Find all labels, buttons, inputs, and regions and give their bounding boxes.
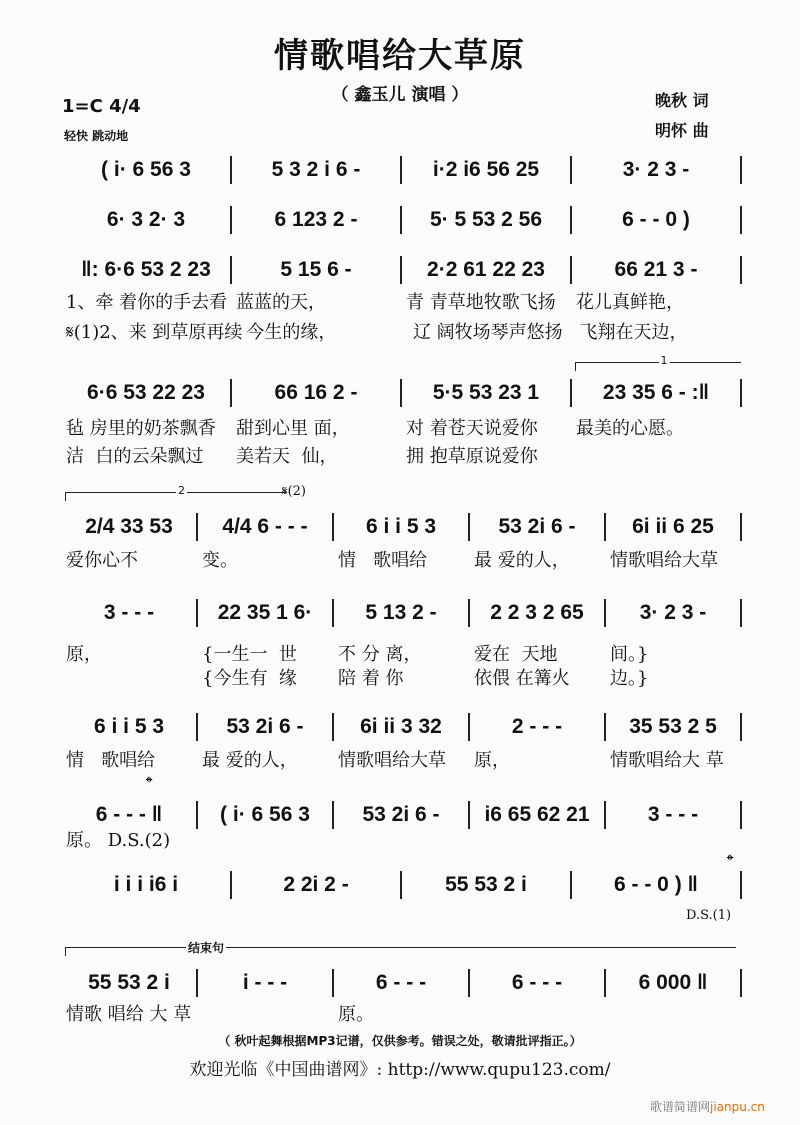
measure: 66 16 2 - <box>274 381 358 404</box>
bar-line <box>740 379 742 407</box>
measure: 4/4 6 - - - <box>222 515 308 538</box>
lyricist: 晚秋 词 <box>655 91 709 110</box>
singer: （ 鑫玉儿 演唱 ） <box>331 85 469 105</box>
lyric-segment: 间。} <box>610 644 649 665</box>
lyrics-line <box>62 1000 742 1024</box>
lyric-segment <box>62 664 198 688</box>
lyric-segment: 原。 <box>338 1004 374 1025</box>
lyric-segment: 爱在 天地 <box>474 644 558 665</box>
measure: 5 13 2 - <box>365 601 437 624</box>
bar-line <box>740 713 742 741</box>
lyric-segment: 情歌唱给大草 <box>338 750 446 771</box>
measure: 2/4 33 53 <box>85 515 173 538</box>
measure: 3 - - - <box>647 803 699 826</box>
measure: 6 - - 0 ) ‖ <box>614 873 698 896</box>
notation-line <box>62 378 742 408</box>
lyric-segment <box>606 826 742 850</box>
lyrics-line <box>62 288 742 312</box>
lyric-segment: {一生一 世 <box>202 644 297 665</box>
lyric-segment: 原。 D.S.(2) <box>66 830 171 851</box>
notation-line <box>62 255 742 285</box>
lyric-segment: 情歌唱给大草 <box>610 550 718 571</box>
measure: 35 53 2 5 <box>629 715 717 738</box>
measure: ‖: 6·6 53 2 23 <box>81 258 211 281</box>
notation-line <box>62 968 742 998</box>
lyric-segment: 辽 阔牧场琴声悠扬 <box>412 322 563 343</box>
lyric-segment: 甜到心里 面， <box>236 418 350 439</box>
watermark: 歌谱简谱网jianpu.cn <box>650 1100 765 1114</box>
measure: i - - - <box>242 971 288 994</box>
measure: 3· 2 3 - <box>639 601 707 624</box>
measure: 6 - - - <box>375 971 427 994</box>
lyric-segment: 情歌唱给大 草 <box>610 750 724 771</box>
lyric-segment: 不 分 离， <box>338 644 422 665</box>
bar-line <box>740 871 742 899</box>
measure: 6 - - 0 ) <box>622 208 690 231</box>
lyric-segment: 最 爱的人， <box>202 750 298 771</box>
measure: 23 35 6 - :‖ <box>602 381 710 404</box>
measure: 66 21 3 - <box>614 258 698 281</box>
bar-line <box>740 256 742 284</box>
lyric-segment: 毡 房里的奶茶飘香 <box>66 418 216 439</box>
lyrics-line <box>62 746 742 770</box>
lyric-segment: 情歌 唱给 大 草 <box>66 1004 192 1025</box>
measure: 6i ii 3 32 <box>360 715 442 738</box>
lyrics-line <box>62 442 742 466</box>
measure: 6 000 ‖ <box>638 971 708 994</box>
measure: i·2 i6 56 25 <box>432 158 540 181</box>
lyric-segment: 变。 <box>202 550 238 571</box>
measure: 2 2i 2 - <box>283 873 349 896</box>
measure: i i i i6 i <box>113 873 179 896</box>
lyric-segment: 情 歌唱给 <box>66 750 156 771</box>
measure: ( i· 6 56 3 <box>101 158 191 181</box>
lyrics-line <box>62 414 742 438</box>
segno-2: 𝄋(2) <box>282 484 307 499</box>
lyric-segment: 花儿真鲜艳， <box>576 292 684 313</box>
key-signature: 1=C 4/4 <box>62 96 141 117</box>
coda-icon: 𝄌 <box>146 773 153 794</box>
lyric-segment: 飞翔在天边， <box>579 322 688 343</box>
measure: 6·6 53 22 23 <box>87 381 205 404</box>
measure: i6 65 62 21 <box>484 803 590 826</box>
measure: ( i· 6 56 3 <box>220 803 310 826</box>
measure: 53 2i 6 - <box>498 515 576 538</box>
lyric-segment <box>606 1000 742 1024</box>
lyric-segment: 原， <box>474 750 510 771</box>
coda-icon: 𝄌 <box>727 851 734 872</box>
measure: 5·5 53 23 1 <box>432 381 540 404</box>
lyric-segment: 拥 抱草原说爱你 <box>406 446 538 467</box>
measure: 55 53 2 i <box>445 873 527 896</box>
measure: 6· 3 2· 3 <box>106 208 186 231</box>
lyric-segment: 爱你心不 <box>66 550 138 571</box>
lyric-segment: 最美的心愿。 <box>576 418 684 439</box>
composer: 明怀 曲 <box>655 121 709 140</box>
ending-bracket: 结束句 <box>65 947 736 956</box>
bar-line <box>740 969 742 997</box>
measure: 6 - - - ‖ <box>95 803 163 826</box>
lyrics-line <box>62 640 742 664</box>
measure: 2 2 3 2 65 <box>490 601 584 624</box>
measure: 6 123 2 - <box>274 208 358 231</box>
measure: 22 35 1 6· <box>217 601 313 624</box>
lyric-segment <box>334 826 470 850</box>
measure: 2 - - - <box>511 715 563 738</box>
measure: 53 2i 6 - <box>226 715 304 738</box>
measure: 6 i i 5 3 <box>93 715 165 738</box>
lyric-segment: 𝄋(1)2、来 到草原再续 <box>66 322 243 343</box>
notation-line <box>62 712 742 742</box>
notation-line <box>62 598 742 628</box>
lyric-segment: 美若天 仙， <box>236 446 338 467</box>
measure: 53 2i 6 - <box>362 803 440 826</box>
lyric-segment: 情 歌唱给 <box>338 550 428 571</box>
lyric-segment: 对 着苍天说爱你 <box>406 418 538 439</box>
volta-2: 2 <box>65 492 286 501</box>
lyric-segment: {今生有 缘 <box>202 668 297 689</box>
measure: 5· 5 53 2 56 <box>429 208 543 231</box>
lyric-segment <box>572 442 742 466</box>
lyric-segment <box>470 1000 606 1024</box>
lyric-segment: 今生的缘， <box>246 322 337 343</box>
ds-1: D.S.(1) <box>686 908 732 923</box>
measure: 3 - - - <box>103 601 155 624</box>
lyric-segment: 依偎 在篝火 <box>474 668 570 689</box>
measure: 3· 2 3 - <box>622 158 690 181</box>
bar-line <box>740 513 742 541</box>
measure: 6 i i 5 3 <box>365 515 437 538</box>
lyric-segment: 最 爱的人， <box>474 550 570 571</box>
measure: 5 15 6 - <box>280 258 352 281</box>
bar-line <box>740 801 742 829</box>
lyric-segment: 洁 白的云朵飘过 <box>66 446 204 467</box>
tempo-marking: 轻快 跳动地 <box>64 129 129 143</box>
notation-line <box>62 205 742 235</box>
website-credit: 欢迎光临《中国曲谱网》: http://www.qupu123.com/ <box>189 1060 611 1080</box>
lyric-segment: 边。} <box>610 668 649 689</box>
notation-line <box>62 870 742 900</box>
notation-line <box>62 155 742 185</box>
song-title: 情歌唱给大草原 <box>274 36 526 76</box>
lyric-segment: 蓝蓝的天， <box>236 292 326 313</box>
lyrics-line <box>62 826 742 850</box>
lyric-segment <box>198 1000 334 1024</box>
lyric-segment <box>470 826 606 850</box>
lyrics-line <box>62 546 742 570</box>
bar-line <box>740 156 742 184</box>
lyrics-line <box>62 664 742 688</box>
lyrics-line <box>62 318 742 342</box>
bar-line <box>740 206 742 234</box>
transcription-note: （ 秋叶起舞根据MP3记谱，仅供参考。错误之处，敬请批评指正。） <box>218 1034 582 1048</box>
measure: 55 53 2 i <box>88 971 170 994</box>
lyric-segment: 1、牵 着你的手去看 <box>66 292 228 313</box>
lyric-segment <box>198 826 334 850</box>
measure: 6i ii 6 25 <box>632 515 714 538</box>
bar-line <box>740 599 742 627</box>
notation-line <box>62 512 742 542</box>
volta-1: 1 <box>575 362 741 371</box>
measure: 6 - - - <box>511 971 563 994</box>
lyric-segment: 原， <box>66 644 102 665</box>
measure: 5 3 2 i 6 - <box>271 158 361 181</box>
lyric-segment: 陪 着 你 <box>338 668 404 689</box>
measure: 2·2 61 22 23 <box>427 258 545 281</box>
lyric-segment: 青 青草地牧歌飞扬 <box>406 292 556 313</box>
